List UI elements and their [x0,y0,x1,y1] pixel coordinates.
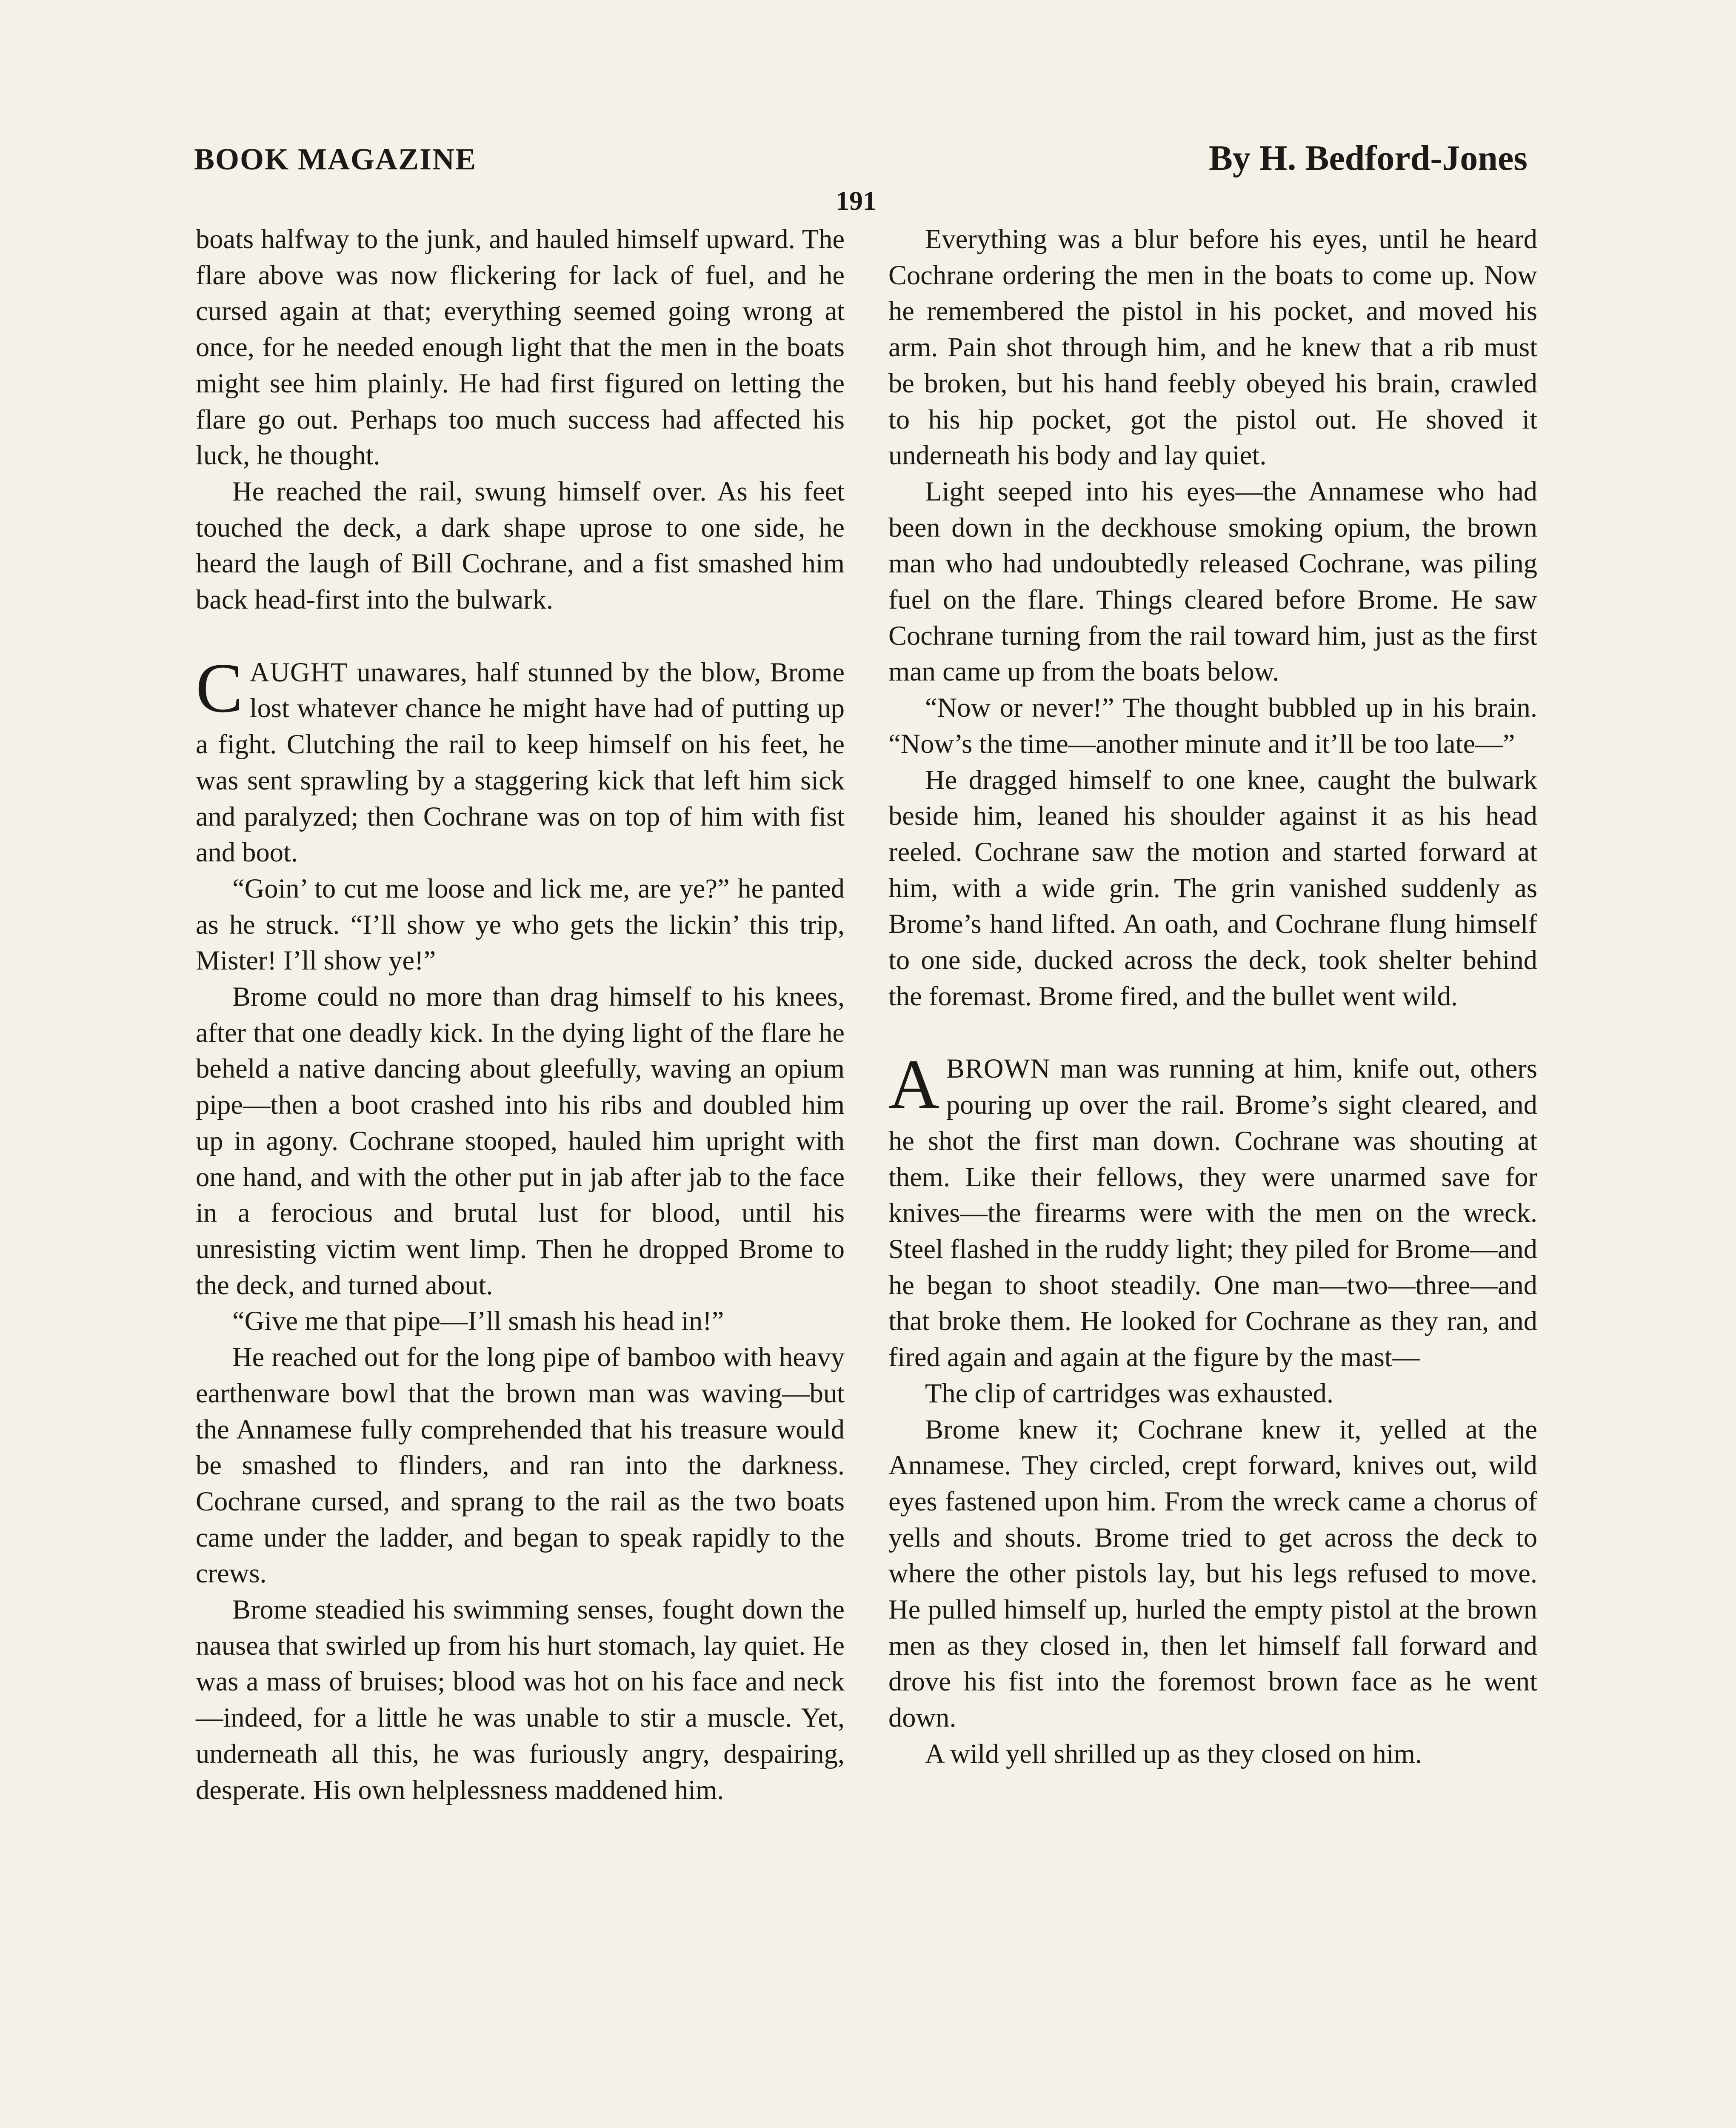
paragraph: boats halfway to the junk, and hauled himself upward. The flare above was now flickering for lack of fuel, and he cursed again at that; everything seemed going wrong at once, for he needed enough light that the men in the boats might see him plainly. He had first figured on letting the flare go out. Perhaps too much success had affected his luck, he thought. [196,224,845,471]
left-column [196,221,845,1808]
paragraph: Everything was a blur before his eyes, until he heard Cochrane ordering the men in the boats to come up. Now he remembered the pistol in his pocket, and moved his arm. Pain shot through him, and he knew that a rib must be broken, but his hand feebly obeyed his brain, crawled to his hip pocket, got the pistol out. He shoved it underneath his body and lay quiet. [888,224,1537,471]
section-opening-paragraph [196,648,845,871]
paragraph-text: man was running at him, knife out, others pouring up over the rail. Brome’s sight cleared, and he shot the first man down. Cochrane was shouting at them. Like their fellows, they were unarmed save for knives—the firearms were with the men on the wreck. Steel flashed in the ruddy light; they piled for Brome—and he began to shoot steadily. One man—two—three—and that broke them. He looked for Cochrane as they ran, and fired again and again at the figure by the mast— [888,1053,1537,1373]
lead-in-caps: AUGHT [249,657,348,687]
paragraph: “Goin’ to cut me loose and lick me, are ye?” he panted as he struck. “I’ll show ye who gets the lickin’ this trip, Mister! I’ll show ye!” [196,873,845,976]
paragraph: “Give me that pipe—I’ll smash his head in!” [232,1306,724,1336]
magazine-title: BOOK MAGAZINE [194,142,477,176]
paragraph: A wild yell shrilled up as they closed on him. [925,1738,1422,1769]
drop-cap: C [196,648,243,727]
paragraph: He reached out for the long pipe of bamboo with heavy earthenware bowl that the brown man was waving—but the Annamese fully comprehended that his treasure would be smashed to flinders, and ran into the darkness. Cochrane cursed, and sprang to the rail as the two boats came under the ladder, and began to speak rapidly to the crews. [196,1342,845,1589]
paragraph: Light seeped into his eyes—the Annamese who had been down in the deckhouse smoking opium, the brown man who had undoubtedly released Cochrane, was piling fuel on the flare. Things cleared before Brome. He saw Cochrane turning from the rail toward him, just as the first man came up from the boats below. [888,476,1537,687]
paragraph-text: unawares, half stunned by the blow, Brome lost whatever chance he might have had of putting up a fight. Clutching the rail to keep himself on his feet, he was sent sprawling by a staggering kick that left him sick and paralyzed; then Cochrane was on top of him with fist and boot. [196,657,845,868]
section-opening-paragraph [888,1045,1537,1375]
paragraph: Brome could no more than drag himself to his knees, after that one deadly kick. In the dying light of the flare he beheld a native dancing about gleefully, waving an opium pipe—then a boot crashed into his ribs and doubled him up in agony. Cochrane stooped, hauled him upright with one hand, and with the other put in jab after jab to the face in a ferocious and brutal lust for blood, until his unresisting victim went limp. Then he dropped Brome to the deck, and turned about. [196,981,845,1300]
paragraph: Brome knew it; Cochrane knew it, yelled at the Annamese. They circled, crept forward, knives out, wild eyes fastened upon him. From the wreck came a chorus of yells and shouts. Brome tried to get across the deck to where the other pistols lay, but his legs refused to move. He pulled himself up, hurled the empty pistol at the brown men as they closed in, then let himself fall forward and drove his fist into the foremost brown face as he went down. [888,1414,1537,1733]
drop-cap: A [888,1045,939,1124]
author-byline: By H. Bedford-Jones [1208,138,1528,178]
paragraph: Brome steadied his swimming senses, fought down the nausea that swirled up from his hurt stomach, lay quiet. He was a mass of bruises; blood was hot on his face and neck—indeed, for a little he was unable to stir a muscle. Yet, underneath all this, he was furiously angry, despairing, desperate. His own helplessness maddened him. [196,1594,845,1805]
page-number: 191 [836,186,877,216]
paragraph: The clip of cartridges was exhausted. [925,1378,1333,1408]
paragraph: He dragged himself to one knee, caught the bulwark beside him, leaned his shoulder against it as his head reeled. Cochrane saw the motion and started forward at him, with a wide grin. The grin vanished suddenly as Brome’s hand lifted. An oath, and Cochrane flung himself to one side, ducked across the deck, took shelter behind the foremast. Brome fired, and the bullet went wild. [888,764,1537,1011]
paragraph: “Now or never!” The thought bubbled up in his brain. “Now’s the time—another minute and it’ll be too late—” [888,692,1537,759]
right-column [888,221,1537,1772]
paragraph: He reached the rail, swung himself over. As his feet touched the deck, a dark shape uprose to one side, he heard the laugh of Bill Cochrane, and a fist smashed him back head-first into the bulwark. [196,476,845,615]
lead-in-caps: BROWN [946,1053,1051,1084]
